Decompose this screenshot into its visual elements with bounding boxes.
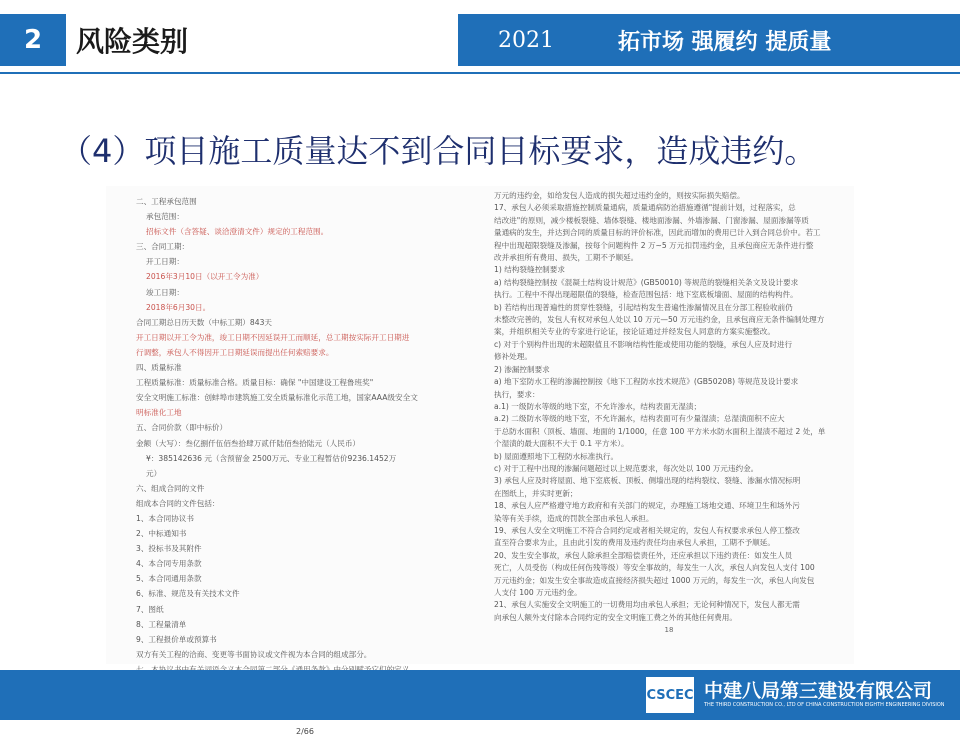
right-text-line: 在图纸上，并实时更新； bbox=[494, 488, 578, 498]
section-title: 风险类别 bbox=[76, 25, 189, 58]
left-text-line: 组成本合同的文件包括： bbox=[136, 498, 220, 508]
left-text-line: 五、合同价款（即中标价） bbox=[136, 423, 228, 433]
left-text-line: 2016年3月10日（以开工令为准） bbox=[146, 272, 264, 282]
right-text-line: 未整改完善的，发包人有权对承包人处以 10 万元—50 万元违约金，且承包商应无条件编制处理方 bbox=[494, 315, 825, 325]
right-text-line: 人支付 100 万元违约金。 bbox=[494, 588, 582, 597]
left-text-line: 竣工日期： bbox=[146, 287, 184, 297]
right-text-line: 17、承包人必须采取措施控制质量通病，质量通病防治措施遵循"提前计划，过程落实，总 bbox=[494, 203, 796, 213]
left-text-line: 合同工期总日历天数（中标工期）843天 bbox=[136, 317, 272, 327]
left-text-line: 明标准化工地 bbox=[136, 408, 182, 418]
slide-headline: （4）项目施工质量达不到合同目标要求，造成违约。 bbox=[60, 132, 817, 170]
right-text-line: 量通病的发生，并达到合同的质量目标的评价标准，因此而增加的费用已计入到合同总价中。若工 bbox=[494, 228, 821, 238]
right-page-text bbox=[494, 190, 844, 624]
left-text-line: 工程质量标准：质量标准合格。质量目标：确保 "中国建设工程鲁班奖" bbox=[136, 378, 374, 388]
right-text-line: b) 屋面遵照地下工程防水标准执行。 bbox=[494, 451, 619, 461]
right-text-line: 死亡，人员受伤（构成任何伤残等级）等安全事故的，每发生一人次，承包人向发包人支付 100 bbox=[494, 563, 815, 573]
contract-page-left bbox=[106, 186, 484, 737]
left-text-line: 元） bbox=[146, 468, 162, 478]
company-logo: CSCEC bbox=[644, 675, 696, 715]
right-text-line: a) 结构裂缝控制按《混凝土结构设计规范》(GB50010) 等规范的裂缝相关条文及设计要求 bbox=[494, 277, 799, 287]
left-text-line: 安全文明施工标准：创蚌埠市建筑施工安全质量标准化示范工地，国家AAA级安全文 bbox=[136, 393, 418, 403]
header-divider bbox=[0, 72, 960, 74]
right-text-line: 向承包人额外支付除本合同约定的安全文明施工费之外的其他任何费用。 bbox=[494, 612, 737, 622]
right-text-line: 万元的违约金，如给发包人造成的损失超过违约金的，则按实际损失赔偿。 bbox=[494, 191, 745, 200]
right-text-line: a.1) 一级防水等级的地下室，不允许渗水，结构表面无湿渍； bbox=[494, 401, 702, 411]
right-text-line: 1) 结构裂缝控制要求 bbox=[494, 265, 565, 275]
left-text-line: 承包范围： bbox=[146, 212, 184, 222]
left-text-line: 1、本合同协议书 bbox=[136, 513, 194, 523]
left-text-line: 六、组成合同的文件 bbox=[136, 483, 205, 493]
right-text-line: 20、发生安全事故，承包人除承担全部赔偿责任外，还应承担以下违约责任：如发生人员 bbox=[494, 550, 793, 560]
right-text-line: a) 地下室防水工程的渗漏控制按《地下工程防水技术规范》(GB50208) 等规范及设计要求 bbox=[494, 377, 799, 387]
right-text-line: 染等有关手续，造成的罚款全部由承包人承担。 bbox=[494, 513, 654, 523]
right-text-line: 执行，要求： bbox=[494, 389, 540, 399]
right-text-line: c) 对于个别构件出现的未超限值且不影响结构性能或使用功能的裂缝，承包人应及时进行 bbox=[494, 339, 793, 349]
right-text-line: 于总防水面积（顶板、墙面、地面的 1/1000，任意 100 平方米水防水面积上湿渍不超过 2 处，单 bbox=[494, 426, 826, 436]
header-banner bbox=[458, 14, 960, 66]
right-text-line: 个湿渍的最大面积不大于 0.1 平方米）。 bbox=[494, 439, 629, 449]
left-text-line: 5、本合同通用条款 bbox=[136, 574, 202, 584]
left-page-text bbox=[136, 194, 474, 722]
contract-page-right bbox=[484, 186, 854, 664]
right-text-line: 结改进"的原则，减少楼板裂缝、墙体裂缝、楼地面渗漏、外墙渗漏、门窗渗漏、屋面渗漏等质 bbox=[494, 215, 809, 225]
left-text-line: 开工日期以开工令为准，竣工日期不因延误开工而顺延，总工期按实际开工日期进 bbox=[136, 332, 410, 342]
left-text-line: ¥：385142636 元（含预留金 2500万元、专业工程暂估价9236.1452万 bbox=[146, 453, 397, 463]
left-text-line: 3、投标书及其附件 bbox=[136, 544, 202, 554]
right-text-line: 改并承担所有费用、损失，工期不予顺延。 bbox=[494, 253, 639, 263]
right-text-line: 2) 渗漏控制要求 bbox=[494, 364, 550, 374]
left-text-line: 开工日期： bbox=[146, 257, 184, 267]
right-text-line: 21、承包人实施安全文明施工的一切费用均由承包人承担；无论何种情况下，发包人都无需 bbox=[494, 600, 800, 610]
right-text-line: 程中出现超限裂缝及渗漏，按每个问题构件 2 万~5 万元扣罚违约金，且承包商应无条件进行整 bbox=[494, 240, 814, 250]
left-text-line: 金额（大写）：叁亿捌仟伍佰叁拾肆万贰仟陆佰叁拾陆元（人民币） bbox=[136, 438, 361, 448]
right-text-line: 万元违约金；如发生安全事故造成直接经济损失超过 1000 万元的，每发生一次，承包人向发包 bbox=[494, 575, 815, 585]
right-text-line: c) 对于工程中出现的渗漏问题超过以上规范要求，每次处以 100 万元违约金。 bbox=[494, 463, 759, 473]
right-text-line: 18、承包人应严格遵守地方政府和有关部门的规定，办理施工场地交通、环境卫生和场外污 bbox=[494, 501, 800, 511]
left-text-line: 行调整，承包人不得因开工日期延误而提出任何索赔要求。 bbox=[136, 347, 334, 357]
left-text-line: 四、质量标准 bbox=[136, 363, 182, 373]
left-text-line: 2、中标通知书 bbox=[136, 529, 187, 539]
left-text-line: 2018年6月30日。 bbox=[146, 302, 211, 312]
left-text-line: 7、图纸 bbox=[136, 604, 164, 614]
right-text-line: b) 若结构出现普遍性的贯穿性裂缝，引起结构发生普遍性渗漏情况且在分部工程验收前仍 bbox=[494, 302, 793, 312]
company-name-cn: 中建八局第三建设有限公司 bbox=[704, 680, 933, 702]
right-text-line: 修补处理。 bbox=[494, 352, 532, 362]
right-text-line: 直至符合要求为止，且由此引发的费用及违约责任均由承包人承担，工期不予顺延。 bbox=[494, 538, 775, 548]
left-text-line: 二、工程承包范围 bbox=[136, 197, 197, 206]
right-text-line: 3) 承包人应及时将屋面、地下室底板、顶板、侧墙出现的结构裂纹、裂缝、渗漏水情况标明 bbox=[494, 476, 801, 486]
left-text-line: 4、本合同专用条款 bbox=[136, 559, 202, 569]
left-text-line: 6、标准、规范及有关技术文件 bbox=[136, 589, 240, 599]
left-text-line: 双方有关工程的洽商、变更等书面协议或文件视为本合同的组成部分。 bbox=[136, 649, 372, 659]
right-text-line: 案，并组织相关专业的专家进行论证，按论证通过并经发包人同意的方案实施整改。 bbox=[494, 327, 775, 337]
header-year: 2021 bbox=[498, 27, 554, 53]
company-name-en: THE THIRD CONSTRUCTION CO., LTD OF CHINA CONSTRUCTION EIGHTH ENGINEERING DIVISION bbox=[704, 702, 945, 708]
left-text-line: 三、合同工期： bbox=[136, 242, 190, 252]
left-page-number: 2/66 bbox=[296, 727, 314, 737]
left-text-line: 8、工程量清单 bbox=[136, 619, 187, 629]
right-page-number: 18 bbox=[664, 626, 674, 635]
header-slogan: 拓市场 强履约 提质量 bbox=[618, 29, 832, 55]
right-text-line: 执行。工程中不得出现超限值的裂缝，检查范围包括：地下室底板墙面、屋面的结构构件。 bbox=[494, 290, 798, 300]
right-text-line: 19、承包人安全文明施工不符合合同约定或者相关规定的，发包人有权要求承包人停工整改 bbox=[494, 525, 800, 535]
right-text-line: a.2) 二级防水等级的地下室，不允许漏水，结构表面可有少量湿渍；总湿渍面积不应大 bbox=[494, 414, 785, 424]
left-text-line: 招标文件（含答疑、谈洽澄清文件）规定的工程范围。 bbox=[146, 227, 329, 237]
left-text-line: 9、工程报价单或预算书 bbox=[136, 634, 217, 644]
section-number: 2 bbox=[0, 14, 66, 66]
